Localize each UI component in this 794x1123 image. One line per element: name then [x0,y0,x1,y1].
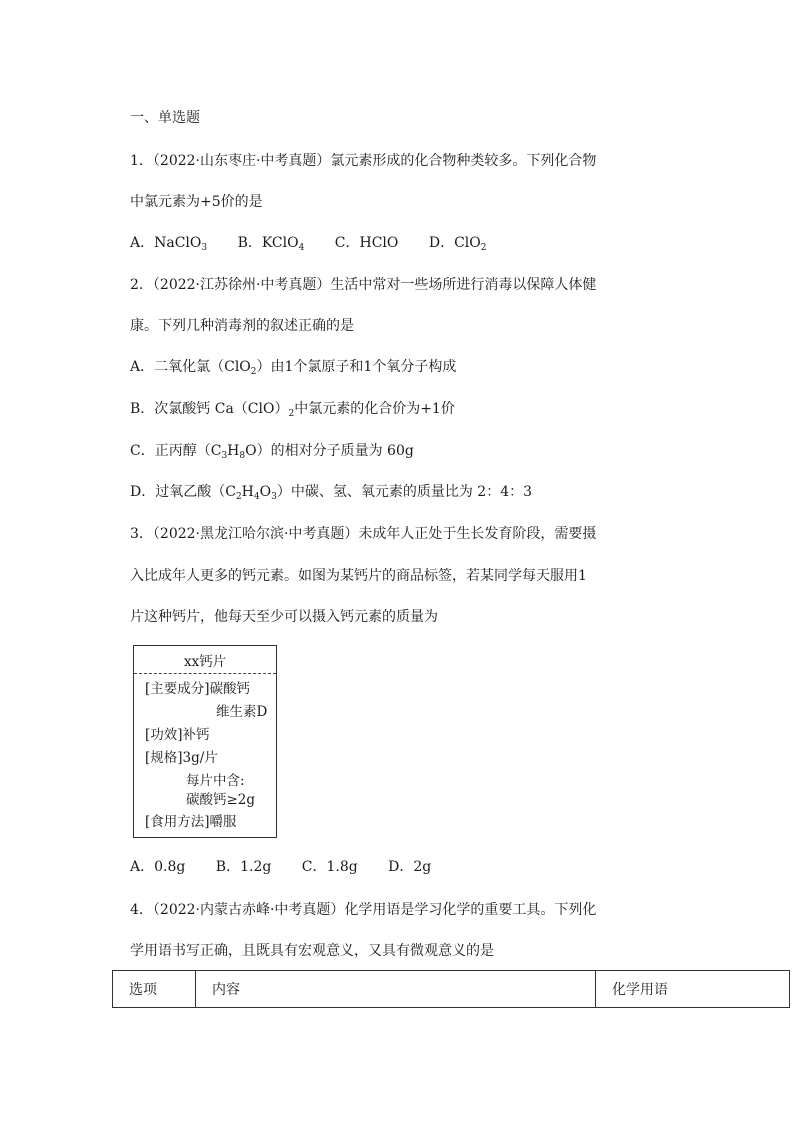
q2-option-c[interactable]: C．正丙醇$(C_3H_8O)$的相对分子质量为 60g [130,443,414,461]
q1-options [130,233,512,253]
table-header-notation: 化学用语 [596,971,790,1008]
q1-option-a[interactable]: A．NaClO$_3$ [130,235,208,253]
section-title: 一、单选题 [130,110,200,126]
q3-stem-line3: 片这种钙片，他每天至少可以摄入钙元素的质量为 [130,609,438,625]
q3-options [130,857,457,877]
q3-option-b[interactable]: B．1.2g [215,859,272,875]
q2-option-d[interactable]: D．过氧乙酸$(C_2H_4O_3)$中碳、氢、氧元素的质量比为 2：4：3 [130,484,533,502]
q3-stem-line1: 3．（2022·黑龙江哈尔滨·中考真题）未成年人正处于生长发育阶段，需要摄 [130,526,597,542]
q1-option-c[interactable]: C．HClO [334,235,399,251]
table-header-content: 内容 [196,971,596,1008]
label-ingredients: [主要成分]碳酸钙 [145,681,251,697]
q2-option-b[interactable]: B．次氯酸钙 $Ca(ClO)_2$中氯元素的化合价为+1价 [130,401,455,419]
q3-option-c[interactable]: C．1.8g [301,859,358,875]
label-per-tablet: 每片中含: [186,773,245,789]
q2-option-a[interactable]: A．二氧化氯（ClO$_2$）由1个氯原子和1个氧分子构成 [130,359,457,377]
q3-option-d[interactable]: D．2g [388,859,432,875]
label-usage: [食用方法]嚼服 [145,814,237,830]
q3-stem-line2: 入比成年人更多的钙元素。如图为某钙片的商品标签，若某同学每天服用1 [130,568,587,584]
label-spec: [规格]3g/片 [145,750,218,766]
q4-stem-line2: 学用语书写正确，且既具有宏观意义，又具有微观意义的是 [130,943,494,959]
calcium-tablet-label [133,645,277,838]
q4-stem-line1: 4．（2022·内蒙古赤峰·中考真题）化学用语是学习化学的重要工具。下列化 [130,902,597,918]
table-header-option: 选项 [113,971,196,1008]
table-header-row [113,971,790,1008]
q1-option-b[interactable]: B．KClO$_4$ [237,235,305,253]
q4-options-table [112,970,790,1008]
q2-stem-line2: 康。下列几种消毒剂的叙述正确的是 [130,318,354,334]
label-effect: [功效]补钙 [145,727,210,743]
q2-stem-line1: 2．（2022·江苏徐州·中考真题）生活中常对一些场所进行消毒以保障人体健 [130,277,597,293]
label-caco3-content: 碳酸钙≥2g [186,792,256,808]
label-vitamin: 维生素D [216,704,268,720]
q1-stem-line1: 1．（2022·山东枣庄·中考真题）氯元素形成的化合物种类较多。下列化合物 [130,153,597,169]
label-divider [134,673,276,674]
label-title: xx钙片 [184,654,227,670]
q1-stem-line2: 中氯元素为+5价的是 [130,194,263,210]
q3-option-a[interactable]: A．0.8g [130,859,186,875]
q1-option-d[interactable]: D．ClO$_2$ [428,235,487,253]
